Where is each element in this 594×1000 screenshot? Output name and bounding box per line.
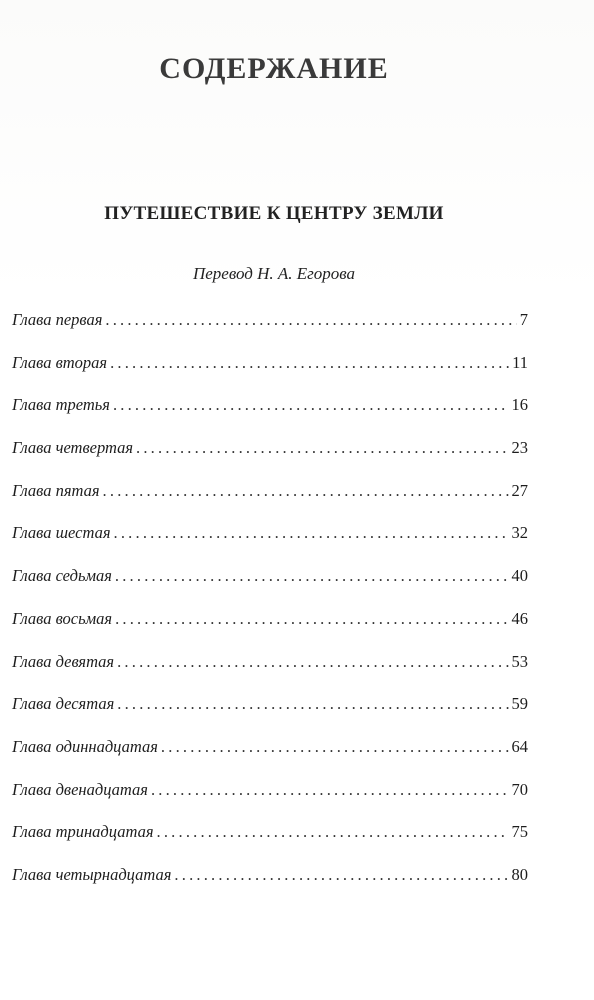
toc-leader-dots <box>151 780 509 800</box>
toc-entry-page: 53 <box>511 651 528 671</box>
toc-entry-label: Глава одиннадцатая <box>12 736 158 756</box>
toc-entry-label: Глава четырнадцатая <box>12 864 172 884</box>
toc-entry[interactable] <box>12 395 528 438</box>
toc-entry-label: Глава девятая <box>12 651 115 671</box>
page-title: СОДЕРЖАНИЕ <box>159 52 389 85</box>
toc-entry[interactable] <box>12 310 528 353</box>
toc-leader-dots <box>117 694 508 714</box>
toc-leader-dots <box>161 737 509 757</box>
toc-entry-label: Глава восьмая <box>12 608 113 628</box>
work-title: ПУТЕШЕСТВИЕ К ЦЕНТРУ ЗЕМЛИ <box>104 203 444 224</box>
toc-entry-page: 40 <box>511 566 528 586</box>
toc-entry-page: 80 <box>511 864 528 884</box>
toc-entry[interactable] <box>12 481 528 524</box>
toc-entry-page: 59 <box>511 694 528 714</box>
toc-entry[interactable] <box>12 353 528 396</box>
toc-leader-dots <box>157 822 509 842</box>
toc-leader-dots <box>105 310 516 330</box>
toc-entry[interactable] <box>12 566 528 609</box>
toc-entry-label: Глава третья <box>12 395 110 415</box>
toc-entry-page: 16 <box>511 395 528 415</box>
toc-entry-page: 32 <box>511 523 528 543</box>
toc-entry[interactable] <box>12 737 528 780</box>
toc-leader-dots <box>114 523 509 543</box>
toc-entry[interactable] <box>12 822 528 865</box>
toc-entry-label: Глава десятая <box>12 694 115 714</box>
toc-entry[interactable] <box>12 780 528 823</box>
toc-leader-dots <box>113 395 509 415</box>
toc-entry-page: 64 <box>511 736 528 756</box>
toc-leader-dots <box>110 353 509 373</box>
toc-entry[interactable] <box>12 609 528 652</box>
toc-entry-page: 23 <box>511 438 528 458</box>
toc-leader-dots <box>136 438 508 458</box>
toc-entry-label: Глава тринадцатая <box>12 822 154 842</box>
toc-entry-label: Глава двенадцатая <box>12 779 148 799</box>
toc-entry[interactable] <box>12 865 528 908</box>
toc-entry-page: 75 <box>511 822 528 842</box>
toc-entry-label: Глава шестая <box>12 523 111 543</box>
translator-credit: Перевод Н. А. Егорова <box>192 264 356 283</box>
toc-entry[interactable] <box>12 652 528 695</box>
toc-entry[interactable] <box>12 438 528 481</box>
toc-entry-page: 70 <box>511 779 528 799</box>
toc-entry-page: 11 <box>512 352 528 372</box>
toc-entry-label: Глава четвертая <box>12 438 134 458</box>
toc-leader-dots <box>115 609 508 629</box>
toc-entry-page: 46 <box>511 608 528 628</box>
toc-entry-page: 7 <box>519 310 528 329</box>
toc-entry-label: Глава вторая <box>12 352 108 372</box>
toc-entry-label: Глава седьмая <box>12 566 112 586</box>
toc-leader-dots <box>117 652 508 672</box>
toc-leader-dots <box>174 865 508 885</box>
toc-entry-label: Глава пятая <box>12 480 100 500</box>
toc-entry[interactable] <box>12 523 528 566</box>
table-of-contents <box>12 310 528 908</box>
toc-entry-label: Глава первая <box>12 310 103 329</box>
toc-entry-page: 27 <box>511 480 528 500</box>
toc-entry[interactable] <box>12 694 528 737</box>
toc-leader-dots <box>115 566 509 586</box>
toc-leader-dots <box>103 481 509 501</box>
